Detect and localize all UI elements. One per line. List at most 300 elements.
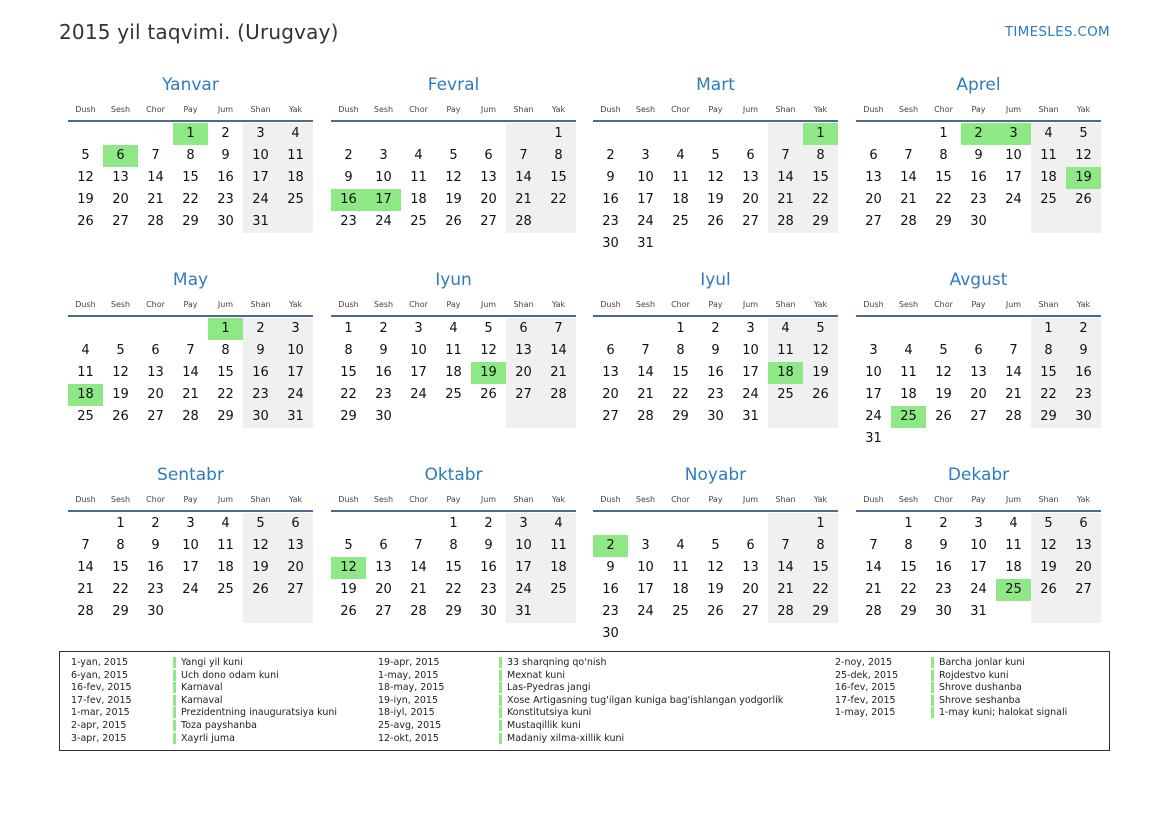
legend-holiday-name: Las-Pyedras jangi bbox=[499, 682, 591, 693]
weekday-label: Pay bbox=[446, 300, 461, 309]
day-cell: 28 bbox=[506, 211, 541, 233]
day-cell: 5 bbox=[1066, 123, 1101, 145]
day-cell: 21 bbox=[637, 387, 654, 402]
legend-holiday-name: Toza payshanba bbox=[173, 720, 257, 731]
day-cell: 9 bbox=[484, 538, 493, 553]
day-cell: 2 bbox=[606, 148, 615, 163]
month-block bbox=[331, 464, 576, 623]
legend-date: 2-apr, 2015 bbox=[71, 720, 127, 731]
day-cell: 19 bbox=[1031, 557, 1066, 579]
week-row bbox=[331, 189, 576, 211]
day-cell: 4 bbox=[676, 148, 685, 163]
day-cell: 18 bbox=[445, 365, 462, 380]
week-row bbox=[68, 535, 313, 557]
week-row bbox=[331, 513, 576, 535]
day-cell: 24 bbox=[375, 214, 392, 229]
day-cell: 16 bbox=[602, 582, 619, 597]
weekday-label: Shan bbox=[513, 105, 534, 114]
day-cell: 6 bbox=[151, 343, 160, 358]
weekday-label: Pay bbox=[446, 495, 461, 504]
weekday-label: Dush bbox=[75, 495, 96, 504]
legend-date: 25-dek, 2015 bbox=[835, 669, 899, 681]
day-cell: 14 bbox=[147, 170, 164, 185]
week-row bbox=[331, 340, 576, 362]
weekday-label: Dush bbox=[863, 105, 884, 114]
page-title: 2015 yil taqvimi. (Urugvay) bbox=[59, 20, 339, 44]
month-block bbox=[856, 464, 1101, 623]
month-divider bbox=[856, 120, 1101, 122]
day-cell: 7 bbox=[768, 145, 803, 167]
day-cell: 14 bbox=[182, 365, 199, 380]
day-cell: 4 bbox=[1009, 516, 1018, 531]
empty-cell bbox=[1031, 211, 1066, 233]
day-cell: 12 bbox=[243, 535, 278, 557]
week-row bbox=[593, 384, 838, 406]
day-cell: 31 bbox=[637, 236, 654, 251]
empty-cell bbox=[506, 406, 541, 428]
week-row bbox=[68, 557, 313, 579]
day-grid bbox=[856, 513, 1101, 623]
empty-cell bbox=[138, 318, 173, 340]
day-cell: 12 bbox=[935, 365, 952, 380]
day-cell: 30 bbox=[147, 604, 164, 619]
day-cell: 7 bbox=[506, 145, 541, 167]
weekday-label: Jum bbox=[1005, 300, 1022, 309]
day-cell: 2 bbox=[1066, 318, 1101, 340]
day-cell: 28 bbox=[900, 214, 917, 229]
day-cell: 11 bbox=[410, 170, 427, 185]
weekday-label: Yak bbox=[551, 300, 566, 309]
empty-cell bbox=[68, 318, 103, 340]
weekday-label: Dush bbox=[863, 300, 884, 309]
day-cell: 13 bbox=[742, 170, 759, 185]
day-cell: 26 bbox=[480, 387, 497, 402]
day-cell: 1 bbox=[173, 123, 208, 145]
day-cell: 14 bbox=[768, 557, 803, 579]
day-cell: 23 bbox=[340, 214, 357, 229]
day-cell: 22 bbox=[1031, 384, 1066, 406]
day-cell: 14 bbox=[77, 560, 94, 575]
weekday-label: Yak bbox=[813, 495, 828, 504]
month-divider bbox=[593, 315, 838, 317]
holiday-legend bbox=[59, 651, 1110, 751]
day-cell: 30 bbox=[1066, 406, 1101, 428]
day-cell: 25 bbox=[278, 189, 313, 211]
day-cell: 9 bbox=[606, 560, 615, 575]
day-cell: 20 bbox=[970, 387, 987, 402]
week-row bbox=[68, 362, 313, 384]
day-cell: 20 bbox=[375, 582, 392, 597]
day-cell: 15 bbox=[672, 365, 689, 380]
day-cell: 18 bbox=[278, 167, 313, 189]
day-cell: 29 bbox=[445, 604, 462, 619]
day-cell: 14 bbox=[541, 340, 576, 362]
day-cell: 13 bbox=[970, 365, 987, 380]
day-cell: 13 bbox=[480, 170, 497, 185]
day-cell: 2 bbox=[961, 123, 996, 145]
week-row bbox=[856, 601, 1101, 623]
empty-cell bbox=[996, 428, 1031, 450]
weekday-header bbox=[593, 102, 838, 118]
weekday-label: Shan bbox=[1038, 105, 1059, 114]
empty-cell bbox=[733, 123, 768, 145]
day-cell: 24 bbox=[182, 582, 199, 597]
day-cell: 24 bbox=[970, 582, 987, 597]
day-cell: 5 bbox=[344, 538, 353, 553]
day-cell: 19 bbox=[340, 582, 357, 597]
day-cell: 9 bbox=[974, 148, 983, 163]
week-row bbox=[593, 211, 838, 233]
day-cell: 13 bbox=[1066, 535, 1101, 557]
month-divider bbox=[331, 510, 576, 512]
day-cell: 11 bbox=[1031, 145, 1066, 167]
month-name: Iyul bbox=[700, 270, 731, 290]
legend-date: 12-okt, 2015 bbox=[378, 732, 439, 744]
weekday-label: Jum bbox=[217, 300, 234, 309]
weekday-label: Yak bbox=[551, 105, 566, 114]
day-cell: 2 bbox=[344, 148, 353, 163]
legend-holiday-name: Shrove dushanba bbox=[931, 682, 1022, 693]
day-cell: 17 bbox=[182, 560, 199, 575]
empty-cell bbox=[698, 123, 733, 145]
weekday-label: Jum bbox=[1005, 495, 1022, 504]
week-row bbox=[593, 233, 838, 255]
weekday-label: Shan bbox=[513, 300, 534, 309]
weekday-label: Chor bbox=[146, 105, 165, 114]
day-cell: 26 bbox=[803, 384, 838, 406]
week-row bbox=[593, 167, 838, 189]
week-row bbox=[856, 189, 1101, 211]
day-cell: 26 bbox=[445, 214, 462, 229]
day-cell: 14 bbox=[637, 365, 654, 380]
legend-holiday-name: Shrove seshanba bbox=[931, 695, 1021, 706]
legend-date: 18-iyl, 2015 bbox=[378, 707, 435, 719]
day-cell: 7 bbox=[1009, 343, 1018, 358]
weekday-label: Chor bbox=[934, 105, 953, 114]
week-row bbox=[856, 340, 1101, 362]
day-cell: 6 bbox=[484, 148, 493, 163]
day-cell: 11 bbox=[1005, 538, 1022, 553]
weekday-label: Pay bbox=[183, 105, 198, 114]
day-cell: 22 bbox=[672, 387, 689, 402]
empty-cell bbox=[278, 211, 313, 233]
weekday-label: Sesh bbox=[635, 105, 656, 114]
day-cell: 26 bbox=[707, 604, 724, 619]
day-cell: 25 bbox=[672, 214, 689, 229]
day-cell: 27 bbox=[1066, 579, 1101, 601]
day-cell: 10 bbox=[742, 343, 759, 358]
empty-cell bbox=[541, 406, 576, 428]
day-cell: 22 bbox=[803, 579, 838, 601]
day-cell: 20 bbox=[147, 387, 164, 402]
day-cell: 21 bbox=[768, 579, 803, 601]
day-cell: 13 bbox=[375, 560, 392, 575]
empty-cell bbox=[278, 601, 313, 623]
day-cell: 10 bbox=[637, 170, 654, 185]
day-cell: 6 bbox=[1066, 513, 1101, 535]
weekday-header bbox=[593, 492, 838, 508]
month-name: Oktabr bbox=[424, 465, 483, 485]
day-cell: 24 bbox=[243, 189, 278, 211]
weekday-header bbox=[331, 297, 576, 313]
day-cell: 25 bbox=[217, 582, 234, 597]
legend-holiday-name: Mustaqillik kuni bbox=[499, 720, 581, 731]
day-cell: 19 bbox=[707, 192, 724, 207]
empty-cell bbox=[768, 123, 803, 145]
day-cell: 18 bbox=[1031, 167, 1066, 189]
day-cell: 25 bbox=[1031, 189, 1066, 211]
weekday-label: Chor bbox=[934, 495, 953, 504]
day-cell: 17 bbox=[506, 557, 541, 579]
day-cell: 15 bbox=[935, 170, 952, 185]
weekday-label: Chor bbox=[671, 300, 690, 309]
day-cell: 10 bbox=[865, 365, 882, 380]
day-cell: 12 bbox=[707, 560, 724, 575]
day-cell: 27 bbox=[742, 604, 759, 619]
month-divider bbox=[856, 510, 1101, 512]
week-row bbox=[68, 406, 313, 428]
month-name: Fevral bbox=[427, 75, 480, 95]
empty-cell bbox=[628, 513, 663, 535]
weekday-label: Sesh bbox=[110, 105, 131, 114]
weekday-label: Shan bbox=[775, 300, 796, 309]
day-cell: 28 bbox=[77, 604, 94, 619]
empty-cell bbox=[961, 318, 996, 340]
weekday-label: Sesh bbox=[110, 495, 131, 504]
empty-cell bbox=[401, 513, 436, 535]
weekday-label: Sesh bbox=[635, 495, 656, 504]
empty-cell bbox=[733, 623, 768, 645]
day-cell: 20 bbox=[112, 192, 129, 207]
day-cell: 8 bbox=[676, 343, 685, 358]
legend-date: 1-may, 2015 bbox=[835, 707, 896, 719]
legend-holiday-name: Madaniy xilma-xillik kuni bbox=[499, 733, 624, 744]
weekday-label: Jum bbox=[480, 300, 497, 309]
day-cell: 24 bbox=[742, 387, 759, 402]
day-cell: 30 bbox=[602, 236, 619, 251]
day-cell: 22 bbox=[541, 189, 576, 211]
day-cell: 21 bbox=[768, 189, 803, 211]
day-grid bbox=[331, 123, 576, 233]
day-cell: 25 bbox=[891, 406, 926, 428]
day-cell: 30 bbox=[970, 214, 987, 229]
day-cell: 10 bbox=[506, 535, 541, 557]
day-cell: 7 bbox=[641, 343, 650, 358]
day-cell: 30 bbox=[375, 409, 392, 424]
day-cell: 29 bbox=[935, 214, 952, 229]
weekday-label: Shan bbox=[513, 495, 534, 504]
empty-cell bbox=[401, 406, 436, 428]
weekday-label: Chor bbox=[671, 495, 690, 504]
empty-cell bbox=[663, 233, 698, 255]
day-cell: 3 bbox=[379, 148, 388, 163]
day-cell: 2 bbox=[151, 516, 160, 531]
day-cell: 9 bbox=[606, 170, 615, 185]
day-cell: 13 bbox=[602, 365, 619, 380]
weekday-label: Dush bbox=[75, 300, 96, 309]
empty-cell bbox=[366, 123, 401, 145]
day-cell: 19 bbox=[707, 582, 724, 597]
day-cell: 16 bbox=[602, 192, 619, 207]
legend-holiday-name: Prezidentning inauguratsiya kuni bbox=[173, 707, 337, 718]
week-row bbox=[856, 318, 1101, 340]
week-row bbox=[331, 167, 576, 189]
weekday-label: Yak bbox=[813, 105, 828, 114]
day-cell: 22 bbox=[340, 387, 357, 402]
week-row bbox=[331, 579, 576, 601]
day-grid bbox=[856, 318, 1101, 450]
weekday-header bbox=[856, 492, 1101, 508]
empty-cell bbox=[331, 513, 366, 535]
weekday-label: Sesh bbox=[635, 300, 656, 309]
month-block bbox=[856, 269, 1101, 450]
week-row bbox=[331, 123, 576, 145]
brand-link[interactable]: TIMESLES.COM bbox=[1004, 24, 1110, 40]
empty-cell bbox=[996, 211, 1031, 233]
day-cell: 8 bbox=[449, 538, 458, 553]
weekday-label: Pay bbox=[971, 495, 986, 504]
day-cell: 16 bbox=[935, 560, 952, 575]
week-row bbox=[331, 406, 576, 428]
empty-cell bbox=[593, 123, 628, 145]
day-cell: 9 bbox=[379, 343, 388, 358]
day-cell: 26 bbox=[243, 579, 278, 601]
day-grid bbox=[68, 123, 313, 233]
day-cell: 20 bbox=[865, 192, 882, 207]
empty-cell bbox=[1066, 601, 1101, 623]
day-cell: 24 bbox=[410, 387, 427, 402]
day-cell: 4 bbox=[904, 343, 913, 358]
day-cell: 7 bbox=[904, 148, 913, 163]
month-divider bbox=[593, 510, 838, 512]
day-cell: 8 bbox=[904, 538, 913, 553]
day-cell: 5 bbox=[81, 148, 90, 163]
day-cell: 2 bbox=[379, 321, 388, 336]
week-row bbox=[331, 145, 576, 167]
day-cell: 6 bbox=[379, 538, 388, 553]
legend-date: 19-iyn, 2015 bbox=[378, 694, 439, 706]
weekday-label: Dush bbox=[863, 495, 884, 504]
day-grid bbox=[593, 123, 838, 255]
day-cell: 10 bbox=[1005, 148, 1022, 163]
empty-cell bbox=[698, 513, 733, 535]
weekday-label: Jum bbox=[480, 105, 497, 114]
weekday-header bbox=[331, 492, 576, 508]
month-name: Aprel bbox=[956, 75, 1001, 95]
legend-date: 25-avg, 2015 bbox=[378, 720, 442, 731]
day-cell: 7 bbox=[768, 535, 803, 557]
legend-date: 16-fev, 2015 bbox=[835, 682, 896, 694]
day-cell: 26 bbox=[1031, 579, 1066, 601]
day-cell: 28 bbox=[147, 214, 164, 229]
empty-cell bbox=[471, 406, 506, 428]
month-block bbox=[593, 269, 838, 428]
week-row bbox=[856, 513, 1101, 535]
week-row bbox=[856, 579, 1101, 601]
day-cell: 13 bbox=[506, 340, 541, 362]
day-cell: 19 bbox=[935, 387, 952, 402]
day-cell: 24 bbox=[1005, 192, 1022, 207]
day-cell: 3 bbox=[996, 123, 1031, 145]
month-block bbox=[331, 74, 576, 233]
weekday-label: Shan bbox=[250, 495, 271, 504]
day-cell: 26 bbox=[1066, 189, 1101, 211]
month-block bbox=[331, 269, 576, 428]
weekday-label: Chor bbox=[409, 105, 428, 114]
day-cell: 27 bbox=[480, 214, 497, 229]
empty-cell bbox=[471, 123, 506, 145]
weekday-header bbox=[331, 102, 576, 118]
day-cell: 28 bbox=[1005, 409, 1022, 424]
week-row bbox=[331, 535, 576, 557]
weekday-label: Jum bbox=[742, 105, 759, 114]
month-divider bbox=[331, 315, 576, 317]
empty-cell bbox=[628, 318, 663, 340]
day-cell: 17 bbox=[1005, 170, 1022, 185]
day-cell: 3 bbox=[278, 318, 313, 340]
day-cell: 18 bbox=[672, 192, 689, 207]
day-cell: 31 bbox=[742, 409, 759, 424]
day-cell: 30 bbox=[602, 626, 619, 641]
legend-date: 19-apr, 2015 bbox=[378, 657, 440, 668]
empty-cell bbox=[996, 601, 1031, 623]
day-cell: 30 bbox=[707, 409, 724, 424]
day-cell: 15 bbox=[541, 167, 576, 189]
week-row bbox=[331, 211, 576, 233]
day-cell: 24 bbox=[637, 604, 654, 619]
weekday-label: Jum bbox=[217, 495, 234, 504]
legend-date: 3-apr, 2015 bbox=[71, 732, 127, 744]
week-row bbox=[593, 623, 838, 645]
day-cell: 10 bbox=[182, 538, 199, 553]
day-cell: 21 bbox=[541, 362, 576, 384]
empty-cell bbox=[593, 318, 628, 340]
day-cell: 16 bbox=[970, 170, 987, 185]
day-cell: 9 bbox=[344, 170, 353, 185]
day-cell: 30 bbox=[243, 406, 278, 428]
day-cell: 29 bbox=[900, 604, 917, 619]
day-cell: 11 bbox=[445, 343, 462, 358]
day-cell: 4 bbox=[81, 343, 90, 358]
weekday-label: Chor bbox=[934, 300, 953, 309]
day-cell: 21 bbox=[506, 189, 541, 211]
weekday-label: Dush bbox=[600, 105, 621, 114]
weekday-label: Dush bbox=[338, 495, 359, 504]
week-row bbox=[68, 513, 313, 535]
day-cell: 20 bbox=[506, 362, 541, 384]
weekday-label: Yak bbox=[551, 495, 566, 504]
day-cell: 5 bbox=[484, 321, 493, 336]
day-cell: 9 bbox=[1066, 340, 1101, 362]
day-cell: 6 bbox=[869, 148, 878, 163]
empty-cell bbox=[803, 233, 838, 255]
weekday-label: Sesh bbox=[110, 300, 131, 309]
legend-date: 1-yan, 2015 bbox=[71, 657, 128, 668]
week-row bbox=[856, 145, 1101, 167]
empty-cell bbox=[1031, 601, 1066, 623]
day-cell: 31 bbox=[970, 604, 987, 619]
weekday-label: Jum bbox=[480, 495, 497, 504]
day-cell: 9 bbox=[221, 148, 230, 163]
day-cell: 26 bbox=[340, 604, 357, 619]
day-cell: 27 bbox=[375, 604, 392, 619]
day-cell: 15 bbox=[445, 560, 462, 575]
day-cell: 15 bbox=[1031, 362, 1066, 384]
day-cell: 27 bbox=[742, 214, 759, 229]
week-row bbox=[856, 535, 1101, 557]
day-cell: 3 bbox=[641, 148, 650, 163]
day-cell: 11 bbox=[278, 145, 313, 167]
